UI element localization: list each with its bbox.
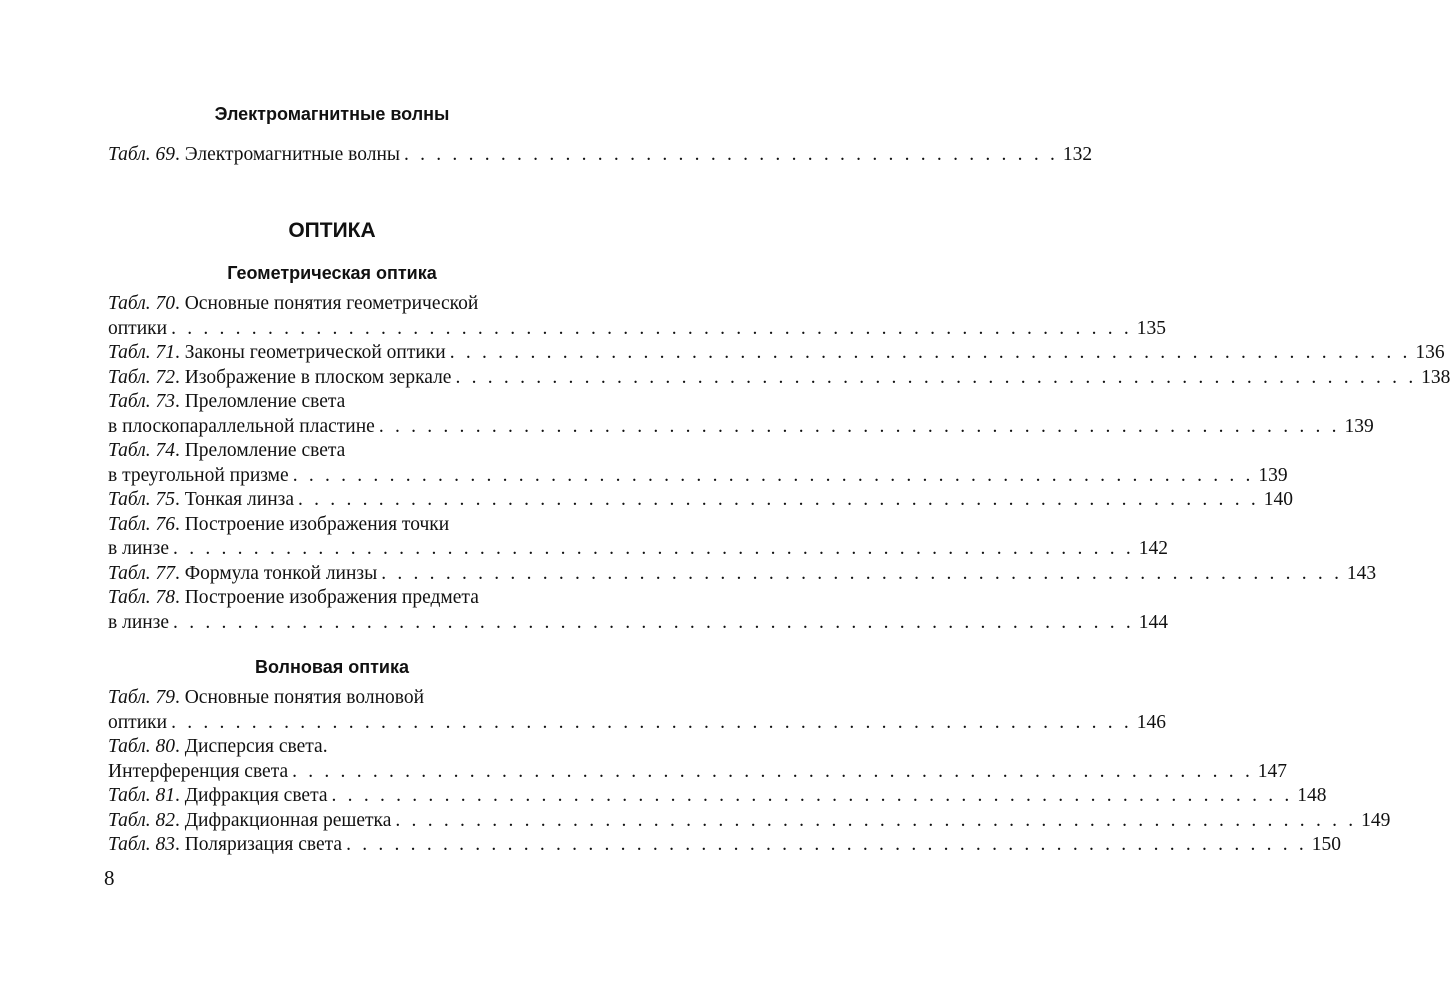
leader-dots: . . . . . . . . . . . . . . . . . . . . . . . . . . . . . . . . . . . . . . . . . . . . . . . . . . . . . . . . . . . . bbox=[381, 562, 1343, 584]
part-heading bbox=[108, 218, 556, 244]
table-label: Табл. 81 bbox=[108, 785, 175, 806]
leader-dots: . . . . . . . . . . . . . . . . . . . . . . . . . . . . . . . . . . . . . . . . . . . . . . . . . . . . . . . . . . . . bbox=[449, 342, 1411, 363]
part-title: ОПТИКА bbox=[288, 219, 376, 242]
toc-entry bbox=[108, 390, 1374, 439]
page-number: 147 bbox=[1257, 760, 1288, 782]
toc-entry-line: Табл. 78. Построение изображения предмета bbox=[108, 587, 479, 608]
page-number: 140 bbox=[1263, 489, 1293, 510]
toc-entry bbox=[108, 488, 1293, 513]
page-number: 149 bbox=[1361, 809, 1391, 831]
toc-entry bbox=[108, 809, 1391, 834]
toc-entry bbox=[108, 513, 1168, 562]
toc-entry-line: Табл. 77. Формула тонкой линзы . . . . . . . . . . . . . . . . . . . . . . . . . . . . . . . . . . . . . . . . . . . . . . . . . . . . . . . . . . . . 143 bbox=[108, 562, 556, 587]
toc-entry bbox=[108, 292, 1166, 341]
leader-dots: . . . . . . . . . . . . . . . . . . . . . . . . . . . . . . . . . . . . . . . . . . . . . . . . . . . . . . . . . . . . bbox=[298, 489, 1259, 510]
section-title: Волновая оптика bbox=[255, 657, 409, 677]
toc-section-wave-optics bbox=[108, 656, 556, 678]
page-number: 144 bbox=[1138, 611, 1168, 633]
page-number: 143 bbox=[1346, 562, 1377, 584]
leader-dots: . . . . . . . . . . . . . . . . . . . . . . . . . . . . . . . . . . . . . . . . . . . . . . . . . . . . . . . . . . . . bbox=[331, 785, 1293, 806]
toc-entry-line: Табл. 80. Дисперсия света. bbox=[108, 736, 328, 757]
toc-entry-line: Табл. 76. Построение изображения точки bbox=[108, 513, 450, 535]
toc-entry-line bbox=[108, 415, 1374, 440]
leader-dots: . . . . . . . . . . . . . . . . . . . . . . . . . . . . . . . . . . . . . . . . . . . . . . . . . . . . . . . . . . . . bbox=[455, 366, 1417, 388]
toc-entry bbox=[108, 784, 1327, 809]
entry-text: в плоскопараллельной пластине bbox=[108, 415, 375, 437]
entry-text: Дисперсия света. bbox=[184, 736, 328, 757]
page-number: 148 bbox=[1297, 785, 1327, 806]
page-number: 146 bbox=[1136, 711, 1166, 733]
page-number: 132 bbox=[1062, 144, 1093, 165]
section-title: Геометрическая оптика bbox=[227, 263, 437, 283]
entry-text: Поляризация света bbox=[184, 834, 343, 855]
table-label: Табл. 70 bbox=[108, 293, 175, 314]
entry-text: Электромагнитные волны bbox=[184, 144, 400, 165]
table-label: Табл. 73 bbox=[108, 391, 175, 412]
toc-entry-line bbox=[108, 537, 1168, 562]
toc-entry bbox=[108, 562, 1377, 587]
leader-dots: . . . . . . . . . . . . . . . . . . . . . . . . . . . . . . . . . . . . . . . . . . . . . . . . . . . . . . . . . . . . bbox=[171, 711, 1132, 733]
leader-dots: . . . . . . . . . . . . . . . . . . . . . . . . . . . . . . . . . . . . . . . . . . . . . . . . . . . . . . . . . . . . bbox=[346, 834, 1308, 855]
entry-text: оптики bbox=[108, 711, 168, 733]
toc-entry-line bbox=[108, 317, 1166, 342]
table-label: Табл. 79 bbox=[108, 687, 175, 708]
entry-text: Основные понятия волновой bbox=[184, 687, 425, 708]
entry-text: Дифракция света bbox=[184, 785, 328, 806]
entry-text: Формула тонкой линзы bbox=[184, 562, 378, 584]
toc-entry-line bbox=[108, 611, 1168, 636]
toc-entry bbox=[108, 341, 1445, 366]
toc-section-geometric-optics bbox=[108, 262, 556, 284]
table-label: Табл. 76 bbox=[108, 513, 175, 535]
leader-dots: . . . . . . . . . . . . . . . . . . . . . . . . . . . . . . . . . . . . . . . . . . . . . . . . . . . . . . . . . . . . bbox=[378, 415, 1340, 437]
toc-entry-line: Табл. 81. Дифракция света . . . . . . . . . . . . . . . . . . . . . . . . . . . . . . . . . . . . . . . . . . . . . . . . . . . . . . . . . . . . 148 bbox=[108, 784, 556, 809]
toc-entry bbox=[108, 686, 1166, 735]
toc-entry-line bbox=[108, 711, 1166, 736]
toc-entry bbox=[108, 439, 1288, 488]
table-label: Табл. 74 bbox=[108, 440, 175, 461]
toc-entry bbox=[108, 143, 1093, 168]
leader-dots: . . . . . . . . . . . . . . . . . . . . . . . . . . . . . . . . . . . . . . . . . . . . . . . . . . . . . . . . . . . . bbox=[395, 809, 1357, 831]
entry-text: в линзе bbox=[108, 538, 170, 559]
leader-dots: . . . . . . . . . . . . . . . . . . . . . . . . . . . . . . . . . . . . . . . . . bbox=[403, 144, 1059, 165]
toc-entry-line: Табл. 79. Основные понятия волновой bbox=[108, 687, 425, 708]
toc-entries-geometric-optics bbox=[108, 292, 1450, 635]
entry-text: Законы геометрической оптики bbox=[184, 342, 446, 363]
table-label: Табл. 78 bbox=[108, 587, 175, 608]
entry-text: Построение изображения точки bbox=[184, 513, 450, 535]
section-title: Электромагнитные волны bbox=[214, 104, 450, 124]
entry-text: Тонкая линза bbox=[184, 489, 294, 510]
toc-entry bbox=[108, 366, 1450, 391]
entry-text: в треугольной призме bbox=[108, 464, 289, 486]
entry-text: оптики bbox=[108, 317, 168, 339]
page-number: 142 bbox=[1138, 538, 1168, 559]
toc-entry-line bbox=[108, 760, 1288, 785]
entry-text: Изображение в плоском зеркале bbox=[184, 366, 452, 388]
table-label: Табл. 71 bbox=[108, 342, 175, 363]
toc-entry-line: Табл. 74. Преломление света bbox=[108, 440, 346, 461]
toc-entry-line: Табл. 70. Основные понятия геометрической bbox=[108, 293, 479, 314]
page-number: 150 bbox=[1311, 834, 1342, 855]
toc-section-electromagnetic-waves bbox=[108, 103, 556, 125]
leader-dots: . . . . . . . . . . . . . . . . . . . . . . . . . . . . . . . . . . . . . . . . . . . . . . . . . . . . . . . . . . . . bbox=[173, 538, 1134, 559]
entry-text: в линзе bbox=[108, 611, 170, 633]
entry-text: Дифракционная решетка bbox=[184, 809, 392, 831]
entry-text: Преломление света bbox=[184, 440, 346, 461]
toc-entry bbox=[108, 586, 1168, 635]
leader-dots: . . . . . . . . . . . . . . . . . . . . . . . . . . . . . . . . . . . . . . . . . . . . . . . . . . . . . . . . . . . . bbox=[292, 760, 1254, 782]
toc-entry-line: Табл. 83. Поляризация света . . . . . . . . . . . . . . . . . . . . . . . . . . . . . . . . . . . . . . . . . . . . . . . . . . . . . . . . . . . . 150 bbox=[108, 833, 556, 858]
entry-text: Основные понятия геометрической bbox=[184, 293, 479, 314]
toc-entry-line: Табл. 69. Электромагнитные волны . . . . . . . . . . . . . . . . . . . . . . . . . . . . . . . . . . . . . . . . . 132 bbox=[108, 143, 556, 168]
toc-entry-line bbox=[108, 464, 1288, 489]
table-label: Табл. 83 bbox=[108, 834, 175, 855]
entry-text: Построение изображения предмета bbox=[184, 587, 479, 608]
leader-dots: . . . . . . . . . . . . . . . . . . . . . . . . . . . . . . . . . . . . . . . . . . . . . . . . . . . . . . . . . . . . bbox=[173, 611, 1134, 633]
toc-entry-line: Табл. 71. Законы геометрической оптики . . . . . . . . . . . . . . . . . . . . . . . . . . . . . . . . . . . . . . . . . . . . . . . . . . . . . . . . . . . . 136 bbox=[108, 341, 556, 366]
table-label: Табл. 69 bbox=[108, 144, 175, 165]
toc-entry bbox=[108, 833, 1342, 858]
table-label: Табл. 80 bbox=[108, 736, 175, 757]
table-label: Табл. 75 bbox=[108, 489, 175, 510]
entry-text: Преломление света bbox=[184, 391, 346, 412]
page-number: 139 bbox=[1258, 464, 1288, 486]
leader-dots: . . . . . . . . . . . . . . . . . . . . . . . . . . . . . . . . . . . . . . . . . . . . . . . . . . . . . . . . . . . . bbox=[171, 317, 1132, 339]
page-folio-number: 8 bbox=[104, 866, 115, 890]
entry-text: Интерференция света bbox=[108, 760, 289, 782]
toc-entry-line: Табл. 82. Дифракционная решетка . . . . . . . . . . . . . . . . . . . . . . . . . . . . . . . . . . . . . . . . . . . . . . . . . . . . . . . . . . . . 149 bbox=[108, 809, 556, 834]
page-number: 138 bbox=[1421, 366, 1450, 388]
toc-entry-line: Табл. 75. Тонкая линза . . . . . . . . . . . . . . . . . . . . . . . . . . . . . . . . . . . . . . . . . . . . . . . . . . . . . . . . . . . . 140 bbox=[108, 488, 556, 513]
table-label: Табл. 77 bbox=[108, 562, 175, 584]
toc-entry-line: Табл. 73. Преломление света bbox=[108, 391, 346, 412]
toc-entry bbox=[108, 735, 1288, 784]
page-number: 135 bbox=[1136, 317, 1166, 339]
table-label: Табл. 72 bbox=[108, 366, 175, 388]
leader-dots: . . . . . . . . . . . . . . . . . . . . . . . . . . . . . . . . . . . . . . . . . . . . . . . . . . . . . . . . . . . . bbox=[292, 464, 1254, 486]
toc-entries-wave-optics bbox=[108, 686, 1391, 858]
page-number: 139 bbox=[1344, 415, 1374, 437]
table-label: Табл. 82 bbox=[108, 809, 175, 831]
page-number: 136 bbox=[1415, 342, 1445, 363]
toc-entry-line: Табл. 72. Изображение в плоском зеркале . . . . . . . . . . . . . . . . . . . . . . . . . . . . . . . . . . . . . . . . . . . . . . . . . . . . . . . . . . . . 138 bbox=[108, 366, 556, 391]
